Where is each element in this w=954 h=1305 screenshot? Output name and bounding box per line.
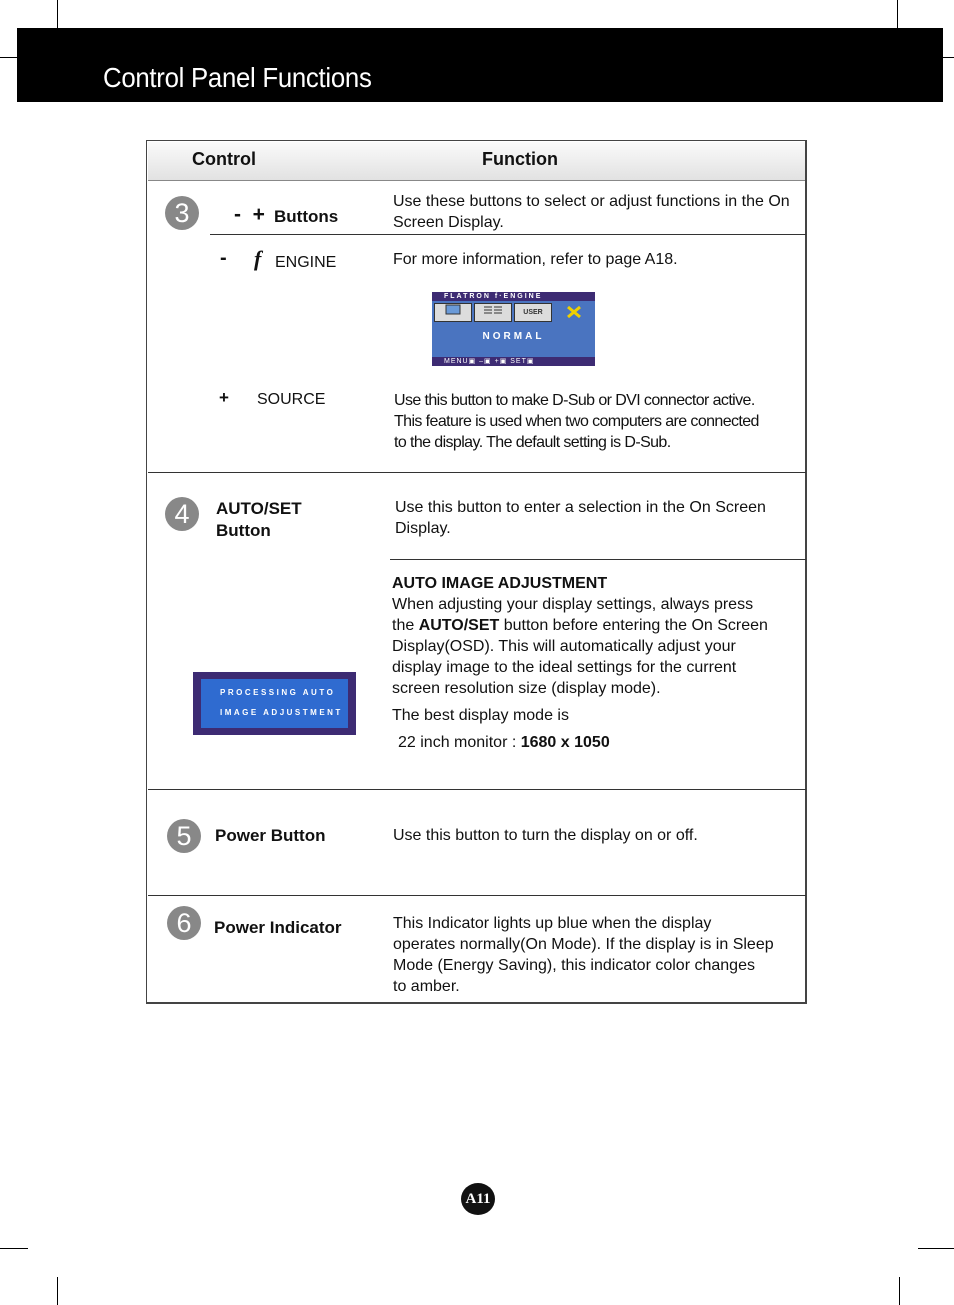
power-indicator-desc-line: Mode (Energy Saving), this indicator color changes [393,957,755,974]
aia-line: display image to the ideal settings for the current [392,659,737,676]
crop-mark [0,57,17,58]
engine-minus-symbol: - [220,247,227,269]
engine-label: ENGINE [275,254,337,271]
processing-text: IMAGE ADJUSTMENT [220,708,343,717]
monitor-icon [434,303,472,322]
crop-mark [57,0,58,28]
source-desc-line: This feature is used when two computers are connected [394,413,759,430]
divider [390,559,806,560]
source-desc-line: to the display. The default setting is D-Sub. [394,434,671,451]
aia-line: screen resolution size (display mode). [392,680,661,697]
power-button-label: Power Button [215,826,326,845]
text-mode-icon [474,303,512,322]
monitor-size-text: 22 inch monitor : [398,734,521,751]
auto-set-desc-line: Use this button to enter a selection in the On Screen [395,499,766,516]
page-number: A11 [461,1183,495,1215]
divider [148,789,806,790]
buttons-label: Buttons [274,207,339,226]
auto-set-desc-line: Display. [395,520,451,537]
close-x-icon [566,305,582,324]
page-title: Control Panel Functions [103,62,372,93]
monitor-resolution [398,732,610,753]
aia-line [392,615,768,636]
aia-line: Display(OSD). This will automatically adjust your [392,638,736,655]
auto-set-label: AUTO/SET [216,499,302,518]
row-number-5: 5 [167,819,201,853]
divider [210,234,806,235]
power-indicator-label: Power Indicator [214,918,342,937]
crop-mark [57,1277,58,1305]
auto-set-label: Button [216,521,271,540]
aia-bold-text: AUTO/SET [418,617,500,634]
aia-text: button before entering the On Screen [499,617,768,634]
osd-controls: MENU▣ –▣ +▣ SET▣ [444,358,535,365]
osd-panel [432,301,595,357]
processing-osd-image [193,672,356,735]
header-control: Control [192,149,256,169]
processing-panel [201,679,348,728]
crop-mark [918,1248,954,1249]
minus-plus-symbols: - + [234,203,265,226]
power-indicator-desc-line: operates normally(On Mode). If the display is in Sleep [393,936,774,953]
source-plus-symbol: + [219,388,229,407]
row-number-6: 6 [167,906,201,940]
row-number-4: 4 [165,497,199,531]
best-mode-text: The best display mode is [392,707,569,724]
osd-mode: NORMAL [482,331,545,342]
crop-mark [899,1277,900,1305]
buttons-desc-line: Use these buttons to select or adjust functions in the On [393,193,790,210]
resolution-value: 1680 x 1050 [520,734,610,751]
crop-mark [0,1248,28,1249]
power-indicator-desc-line: to amber. [393,978,460,995]
aia-title: AUTO IMAGE ADJUSTMENT [392,575,608,592]
power-indicator-desc-line: This Indicator lights up blue when the display [393,915,712,932]
aia-text: the [392,617,419,634]
source-label: SOURCE [257,391,326,408]
source-desc-line: Use this button to make D-Sub or DVI connector active. [394,392,755,409]
osd-title: FLATRON f·ENGINE [444,293,543,300]
osd-user-tab: USER [514,303,552,322]
aia-line: When adjusting your display settings, always press [392,596,754,613]
f-engine-logo-icon: f [254,246,262,271]
divider [148,895,806,896]
divider [148,472,806,473]
header-function: Function [482,149,558,169]
f-engine-osd-image [432,292,595,366]
buttons-desc-line: Screen Display. [393,214,504,231]
engine-desc: For more information, refer to page A18. [393,251,678,268]
power-button-desc: Use this button to turn the display on or off. [393,827,698,844]
processing-text: PROCESSING AUTO [220,688,336,697]
crop-mark [897,0,898,28]
crop-mark [943,57,954,58]
row-number-3: 3 [165,196,199,230]
